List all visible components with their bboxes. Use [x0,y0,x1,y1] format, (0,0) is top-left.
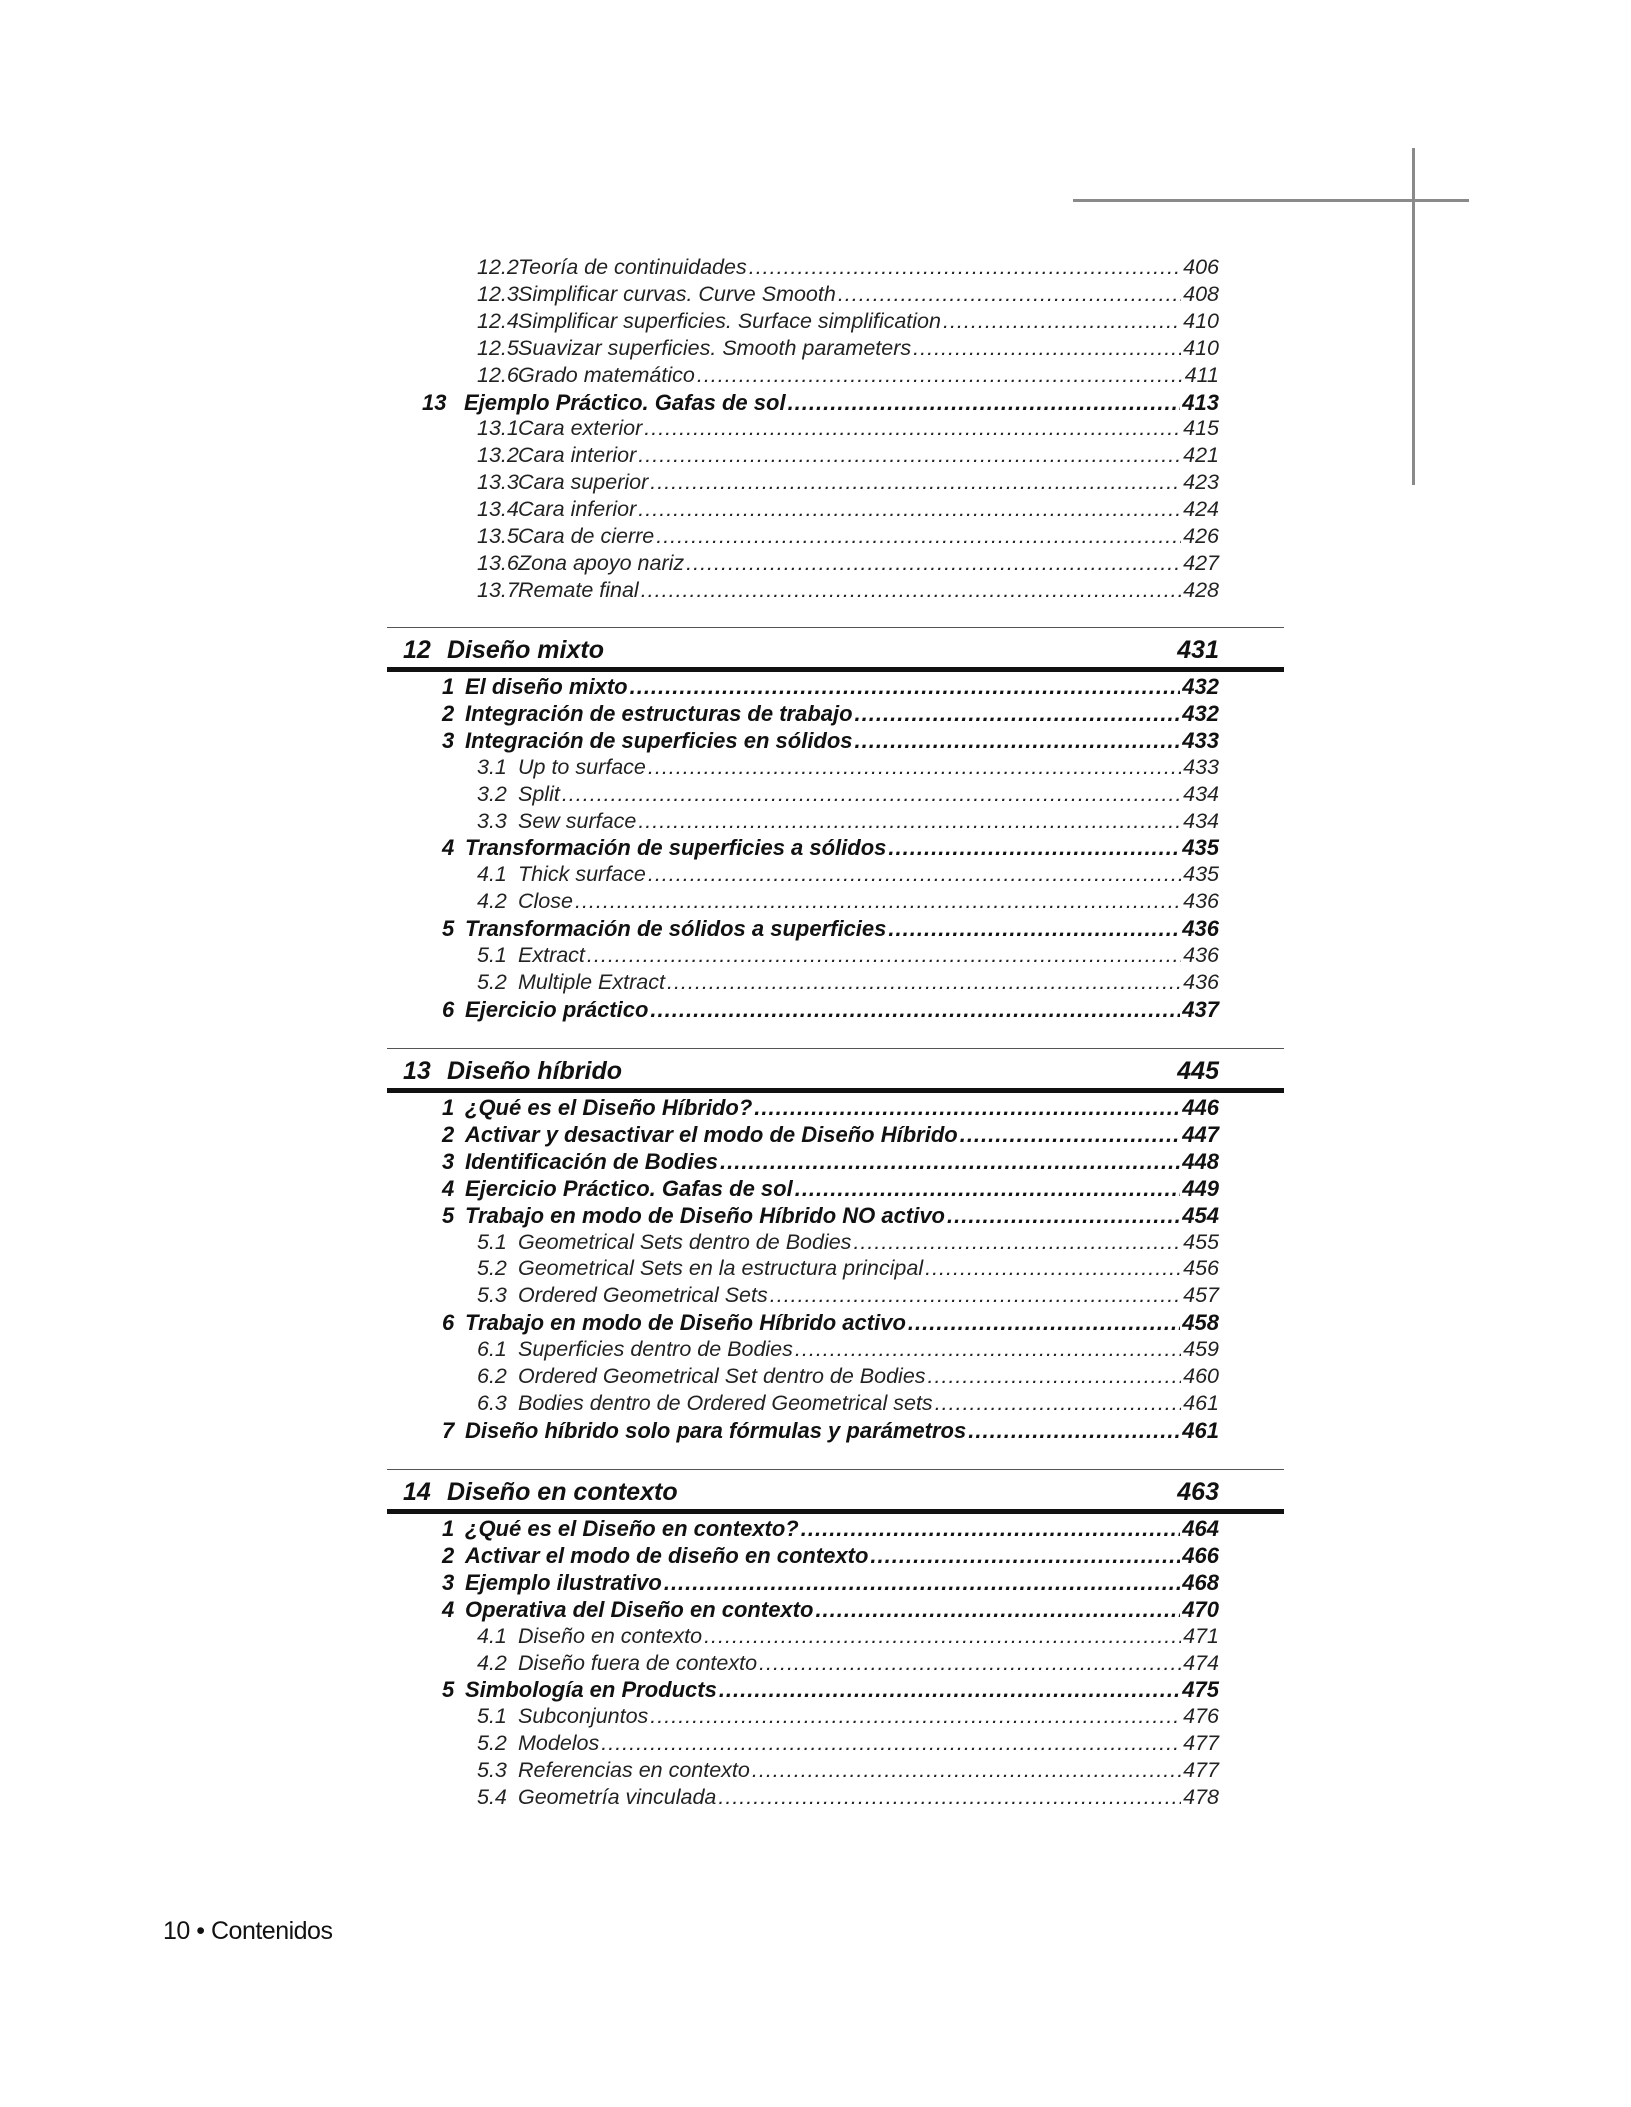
toc-entry [442,1309,1219,1336]
toc-subentry [477,442,1219,469]
toc-entry-title: Cara exterior [518,416,643,441]
toc-entry-number: 12.3 [477,281,519,306]
dot-leader [960,1121,1181,1148]
toc-subentry [477,1730,1219,1757]
toc-entry-number: 6.2 [477,1364,507,1388]
toc-entry-number: 7 [442,1417,455,1443]
dot-leader [656,523,1181,550]
toc-entry-number: 5.2 [477,1256,507,1281]
chapter-page: 463 [1177,1478,1219,1506]
dot-leader [720,1148,1180,1175]
toc-entry-title: Simplificar curvas. Curve Smooth [518,281,836,306]
toc-entry-page: 436 [1183,889,1219,914]
toc-entry-number: 13.1 [477,416,519,441]
toc-entry-number: 2 [442,1121,455,1147]
toc-entry-title: Identificación de Bodies [465,1148,719,1174]
dot-leader [853,1229,1181,1256]
toc-entry-number: 3.2 [477,781,507,806]
toc-entry-number: 5 [442,916,455,942]
toc-subentry [477,808,1219,835]
toc-entry-title: Activar el modo de diseño en contexto [465,1542,869,1568]
chapter-number: 13 [403,1057,431,1085]
toc-subentry [477,969,1219,996]
toc-entry-title: Bodies dentro de Ordered Geometrical sets [518,1390,933,1415]
chapter-rule-top [387,1469,1284,1470]
toc-entry-title: Superficies dentro de Bodies [518,1337,793,1362]
toc-entry-number: 2 [442,700,455,726]
dot-leader [664,1569,1180,1596]
toc-entry-page: 432 [1182,700,1219,726]
toc-entry-page: 477 [1183,1731,1219,1756]
chapter-rule-bottom [387,667,1284,672]
footer-bullet: • [196,1917,205,1945]
toc-entry-title: Remate final [518,577,639,602]
toc-entry-title: Suavizar superficies. Smooth parameters [518,335,912,360]
toc-entry-number: 5.3 [477,1758,507,1783]
toc-subentry [477,888,1219,915]
toc-entry-number: 12.5 [477,335,519,360]
toc-entry-page: 474 [1183,1650,1219,1675]
toc-entry-title: Modelos [518,1731,600,1756]
toc-entry-number: 5.2 [477,1731,507,1756]
toc-entry-title: Geometría vinculada [518,1785,717,1809]
toc-subentry [477,362,1219,389]
toc-entry-number: 5.1 [477,1229,507,1254]
chapter-number: 12 [403,636,431,664]
dot-leader [943,308,1181,335]
toc-entry [442,915,1219,942]
dot-leader [648,754,1181,781]
chapter-title: Diseño mixto [447,636,604,664]
page-footer [163,1917,332,1946]
toc-subentry [477,1703,1219,1730]
toc-entry [442,1121,1219,1148]
toc-entry-number: 1 [442,1516,455,1541]
toc-entry-title: Thick surface [518,862,646,887]
toc-entry-title: Ejemplo ilustrativo [465,1569,662,1595]
toc-entry-page: 427 [1183,550,1219,575]
toc-subentry [477,1255,1219,1282]
toc-entry-title: Integración de estructuras de trabajo [465,700,853,726]
toc-entry-page: 446 [1182,1095,1219,1120]
toc-entry-title: Transformación de sólidos a superficies [465,916,887,942]
toc-entry-title: ¿Qué es el Diseño Híbrido? [465,1095,753,1120]
toc-entry-title: Diseño híbrido solo para fórmulas y parámetros [465,1417,967,1443]
dot-leader [697,362,1183,389]
toc-entry-title: Activar y desactivar el modo de Diseño Híbrido [465,1121,958,1147]
toc-entry-page: 464 [1182,1516,1219,1541]
toc-entry-page: 436 [1183,969,1219,994]
toc-entry-number: 13.4 [477,497,519,522]
dot-leader [638,442,1181,469]
toc-entry-page: 436 [1183,943,1219,967]
toc-entry-number: 6.1 [477,1337,507,1362]
toc-entry-number: 1 [442,1095,455,1120]
toc-entry-title: Trabajo en modo de Diseño Híbrido NO activo [465,1202,945,1228]
toc-entry-number: 13.2 [477,443,519,468]
toc-entry-number: 13.7 [477,577,519,602]
toc-entry-page: 455 [1183,1229,1219,1254]
toc-entry-title: Split [518,781,560,806]
toc-entry-title: Cara inferior [518,497,637,522]
toc-entry-number: 4 [442,1596,455,1622]
dot-leader [575,888,1181,915]
toc-subentry [477,281,1219,308]
toc-entry-number: 1 [442,674,455,699]
toc-entry-page: 415 [1183,416,1219,441]
toc-entry-number: 12.4 [477,308,519,333]
toc-entry-number: 13.5 [477,524,519,548]
toc-entry-page: 458 [1182,1310,1219,1336]
dot-leader [752,1757,1181,1784]
dot-leader [718,1784,1181,1811]
toc-entry-page: 424 [1183,497,1219,522]
toc-entry-page: 460 [1183,1364,1219,1388]
toc-entry-page: 448 [1182,1148,1219,1174]
toc-entry-page: 435 [1183,862,1219,887]
toc-entry [442,1542,1219,1569]
toc-entry-title: Diseño fuera de contexto [518,1650,758,1675]
toc-entry-number: 5 [442,1202,455,1228]
dot-leader [641,577,1181,604]
dot-leader [587,942,1181,969]
toc-entry-page: 428 [1183,577,1219,602]
dot-leader [667,969,1181,996]
toc-entry [442,834,1219,861]
dot-leader [801,1515,1181,1542]
toc-subentry [477,415,1219,442]
toc-entry-title: Diseño en contexto [518,1623,703,1648]
toc-entry [442,1175,1219,1202]
toc-entry-page: 461 [1182,1417,1219,1443]
toc-subentry [477,469,1219,496]
toc-subentry [477,1623,1219,1650]
dot-leader [650,1703,1181,1730]
toc-entry-page: 426 [1183,524,1219,548]
toc-entry-page: 466 [1182,1542,1219,1568]
toc-entry-number: 3 [442,1148,455,1174]
crop-mark-vertical [1412,148,1415,485]
toc-entry-number: 4.1 [477,1623,507,1648]
toc-entry-number: 4.1 [477,862,507,887]
toc-entry-page: 406 [1183,255,1219,279]
toc-entry-page: 434 [1183,781,1219,806]
toc-entry-page: 411 [1184,362,1219,387]
chapter-rule-top [387,1048,1284,1049]
chapter-rule-bottom [387,1088,1284,1093]
chapter-page: 445 [1177,1057,1219,1085]
toc-entry [442,1596,1219,1623]
toc-subentry [477,254,1219,281]
toc-entry-page: 461 [1183,1390,1219,1415]
toc-entry-page: 437 [1182,996,1219,1022]
dot-leader [795,1175,1181,1202]
toc-subentry [477,1363,1219,1390]
toc-entry-title: Integración de superficies en sólidos [465,727,853,753]
toc-entry-page: 475 [1182,1677,1219,1703]
toc-entry-page: 434 [1183,808,1219,833]
toc-entry-number: 5.1 [477,1704,507,1729]
toc-entry-title: Extract [518,943,585,967]
toc-entry-title: Up to surface [518,754,646,779]
chapter-rule-bottom [387,1509,1284,1514]
toc-entry-title: Ejemplo Práctico. Gafas de sol [464,389,786,415]
toc-subentry [477,781,1219,808]
toc-entry-title: Grado matemático [518,362,695,387]
dot-leader [908,1309,1180,1336]
toc-entry-title: Trabajo en modo de Diseño Híbrido activo [465,1310,906,1336]
toc-entry-title: Zona apoyo nariz [518,550,685,575]
toc-entry [442,1569,1219,1596]
toc-entry-number: 2 [442,1542,455,1568]
chapter-title: Diseño en contexto [447,1478,678,1506]
toc-subentry [477,308,1219,335]
dot-leader [719,1676,1180,1703]
toc-subentry [477,550,1219,577]
dot-leader [644,415,1181,442]
toc-entry-title: Transformación de superficies a sólidos [465,835,887,861]
toc-entry-title: Teoría de continuidades [518,255,747,279]
toc-entry-page: 477 [1183,1758,1219,1783]
toc-entry-number: 5 [442,1677,455,1703]
toc-entry-title: Simplificar superficies. Surface simplification [518,308,941,333]
dot-leader [888,915,1180,942]
toc-entry-page: 432 [1182,674,1219,699]
toc-entry-title: Cara de cierre [518,524,655,548]
chapter-title: Diseño híbrido [447,1057,622,1085]
dot-leader [870,1542,1180,1569]
dot-leader [770,1282,1181,1309]
dot-leader [638,496,1181,523]
dot-leader [838,281,1181,308]
dot-leader [888,834,1180,861]
dot-leader [788,389,1181,416]
toc-entry-title: Operativa del Diseño en contexto [465,1596,814,1622]
dot-leader [630,673,1181,700]
toc-entry-number: 3.3 [477,808,507,833]
dot-leader [650,469,1181,496]
toc-subentry [477,1784,1219,1811]
toc-entry-number: 13.6 [477,550,519,575]
toc-entry-title: Ordered Geometrical Sets [518,1283,768,1308]
toc-subentry [477,496,1219,523]
toc-subentry [477,754,1219,781]
crop-mark-horizontal [1073,199,1469,202]
toc-entry-number: 4.2 [477,889,507,914]
dot-leader [601,1730,1181,1757]
toc-entry [442,1417,1219,1444]
toc-subentry [477,335,1219,362]
toc-entry-number: 4.2 [477,1650,507,1675]
toc-entry [442,1676,1219,1703]
chapter-rule-top [387,627,1284,628]
toc-entry [442,996,1219,1023]
dot-leader [562,781,1181,808]
toc-entry-page: 413 [1182,389,1219,415]
chapter-heading [403,1477,1219,1507]
toc-entry-page: 410 [1183,335,1219,360]
chapter-page: 431 [1177,636,1219,664]
toc-entry-title: Cara interior [518,443,637,468]
toc-entry-number: 12.6 [477,362,519,387]
toc-subentry [477,1336,1219,1363]
toc-entry [442,673,1219,700]
toc-subentry [477,577,1219,604]
toc-entry-number: 4 [442,835,455,861]
toc-entry-title: Cara superior [518,470,649,495]
toc-entry-page: 433 [1182,727,1219,753]
toc-entry-page: 423 [1183,470,1219,495]
toc-subentry [477,1229,1219,1256]
toc-entry-title: Geometrical Sets en la estructura principal [518,1256,924,1281]
dot-leader [947,1202,1180,1229]
dot-leader [686,550,1181,577]
toc-entry-page: 470 [1182,1596,1219,1622]
toc-entry-number: 5.4 [477,1785,507,1809]
toc-entry-page: 459 [1183,1337,1219,1362]
toc-entry-page: 408 [1183,281,1219,306]
toc-subentry [477,1390,1219,1417]
toc-entry [442,1094,1219,1121]
toc-entry-number: 4 [442,1175,455,1201]
toc-subentry [477,1282,1219,1309]
toc-entry-title: Multiple Extract [518,969,665,994]
toc-entry-number: 6.3 [477,1390,507,1415]
toc-entry-number: 5.3 [477,1283,507,1308]
chapter-heading [403,635,1219,665]
dot-leader [704,1623,1181,1650]
dot-leader [928,1363,1182,1390]
toc-entry-title: ¿Qué es el Diseño en contexto? [465,1516,799,1541]
toc-entry-number: 5.1 [477,943,507,967]
toc-entry [442,700,1219,727]
toc-entry [442,727,1219,754]
toc-subentry [477,1650,1219,1677]
toc-entry-title: El diseño mixto [465,674,628,699]
dot-leader [754,1094,1180,1121]
toc-entry-page: 454 [1182,1202,1219,1228]
toc-entry-number: 13.3 [477,470,519,495]
toc-entry-number: 12.2 [477,255,519,279]
dot-leader [795,1336,1181,1363]
footer-section: Contenidos [210,1917,333,1945]
toc-entry-title: Simbología en Products [465,1677,717,1703]
toc-entry-title: Geometrical Sets dentro de Bodies [518,1229,852,1254]
dot-leader [855,727,1181,754]
toc-entry-page: 433 [1183,754,1219,779]
toc-subentry [477,861,1219,888]
toc-entry [442,1148,1219,1175]
dot-leader [968,1417,1180,1444]
chapter-heading [403,1056,1219,1086]
toc-entry [442,1202,1219,1229]
dot-leader [855,700,1181,727]
toc-entry-title: Subconjuntos [518,1704,649,1729]
dot-leader [815,1596,1180,1623]
toc-entry-title: Ejercicio Práctico. Gafas de sol [465,1175,793,1201]
toc-entry-page: 449 [1182,1175,1219,1201]
toc-entry-page: 478 [1183,1785,1219,1809]
dot-leader [650,996,1180,1023]
dot-leader [913,335,1181,362]
toc-entry-page: 456 [1183,1256,1219,1281]
toc-entry-number: 6 [442,1310,455,1336]
toc-entry-page: 410 [1183,308,1219,333]
dot-leader [759,1650,1181,1677]
toc-entry-page: 447 [1182,1121,1219,1147]
toc-entry-page: 471 [1183,1623,1219,1648]
toc-entry-number: 3.1 [477,754,507,779]
toc-entry-page: 476 [1183,1704,1219,1729]
toc-subentry [477,1757,1219,1784]
page-number: 10 [163,1917,190,1945]
toc-entry-page: 421 [1183,443,1219,468]
toc-entry-number: 3 [442,727,455,753]
toc-entry-number: 6 [442,996,455,1022]
toc-entry-title: Close [518,889,573,914]
toc-entry-number: 13 [422,389,447,415]
toc-entry-title: Ordered Geometrical Set dentro de Bodies [518,1364,926,1388]
toc-entry-number: 3 [442,1569,455,1595]
toc-subentry [477,523,1219,550]
toc-entry-page: 436 [1182,916,1219,942]
chapter-number: 14 [403,1478,431,1506]
toc-subentry [477,942,1219,969]
toc-entry-page: 457 [1183,1283,1219,1308]
toc-entry-title: Ejercicio práctico [465,996,649,1022]
dot-leader [638,808,1181,835]
toc-entry-number: 5.2 [477,969,507,994]
toc-entry-title: Referencias en contexto [518,1758,750,1783]
toc-entry [422,389,1219,416]
toc-entry-page: 435 [1182,835,1219,861]
dot-leader [935,1390,1181,1417]
toc-entry-title: Sew surface [518,808,637,833]
dot-leader [749,254,1181,281]
toc-entry [442,1515,1219,1542]
dot-leader [925,1255,1181,1282]
toc-entry-page: 468 [1182,1569,1219,1595]
dot-leader [648,861,1181,888]
